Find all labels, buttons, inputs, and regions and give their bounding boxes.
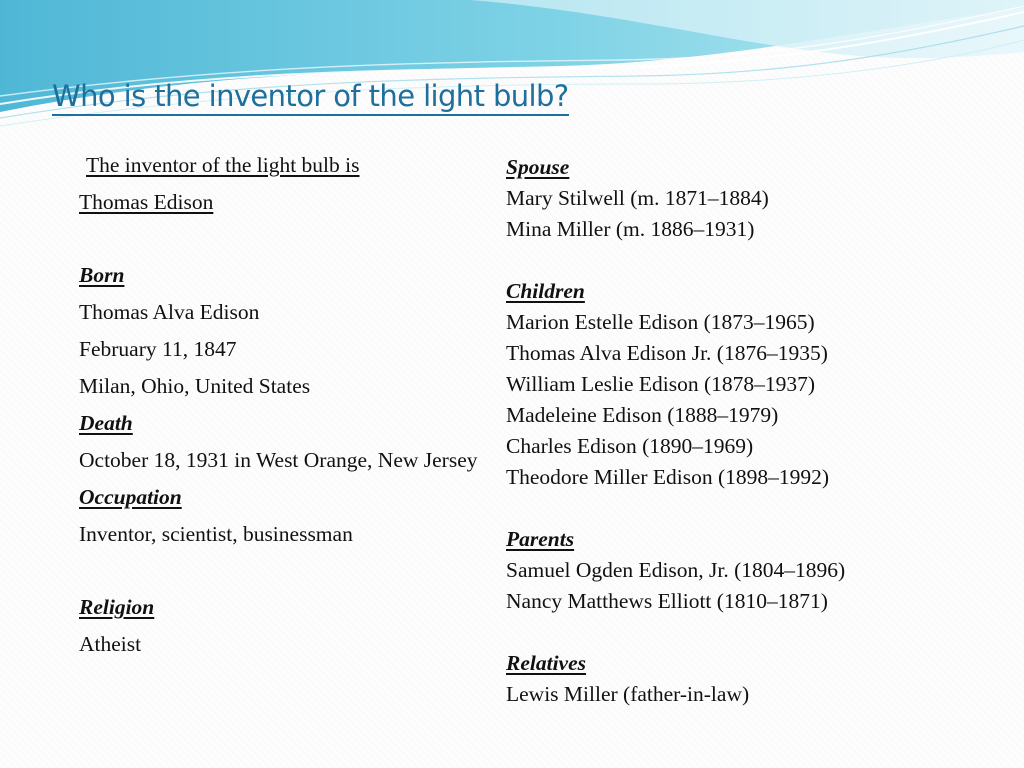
born-date: February 11, 1847 xyxy=(79,337,237,361)
relatives-label: Relatives xyxy=(506,651,587,675)
parent-item: Samuel Ogden Edison, Jr. (1804–1896) xyxy=(506,558,846,582)
left-column xyxy=(79,150,489,666)
death-text: October 18, 1931 in West Orange, New Jersey xyxy=(79,448,478,472)
occupation-label: Occupation xyxy=(79,485,182,509)
child-item: Marion Estelle Edison (1873–1965) xyxy=(506,310,815,334)
born-name: Thomas Alva Edison xyxy=(79,300,260,324)
religion-label: Religion xyxy=(79,595,155,619)
child-item: Theodore Miller Edison (1898–1992) xyxy=(506,465,830,489)
child-item: Charles Edison (1890–1969) xyxy=(506,434,754,458)
intro-line-1: The inventor of the light bulb is xyxy=(86,153,360,177)
parent-item: Nancy Matthews Elliott (1810–1871) xyxy=(506,589,828,613)
death-label: Death xyxy=(79,411,133,435)
spouse-item: Mina Miller (m. 1886–1931) xyxy=(506,217,755,241)
child-item: William Leslie Edison (1878–1937) xyxy=(506,372,816,396)
children-label: Children xyxy=(506,279,585,303)
child-item: Thomas Alva Edison Jr. (1876–1935) xyxy=(506,341,828,365)
spouse-label: Spouse xyxy=(506,155,570,179)
relative-item: Lewis Miller (father-in-law) xyxy=(506,682,750,706)
intro-name: Thomas Edison xyxy=(79,190,214,214)
spouse-item: Mary Stilwell (m. 1871–1884) xyxy=(506,186,769,210)
right-column xyxy=(506,152,1006,710)
slide-title: Who is the inventor of the light bulb? xyxy=(52,78,569,116)
born-place: Milan, Ohio, United States xyxy=(79,374,311,398)
born-label: Born xyxy=(79,263,125,287)
child-item: Madeleine Edison (1888–1979) xyxy=(506,403,779,427)
occupation-text: Inventor, scientist, businessman xyxy=(79,522,353,546)
parents-label: Parents xyxy=(506,527,575,551)
religion-text: Atheist xyxy=(79,632,142,656)
